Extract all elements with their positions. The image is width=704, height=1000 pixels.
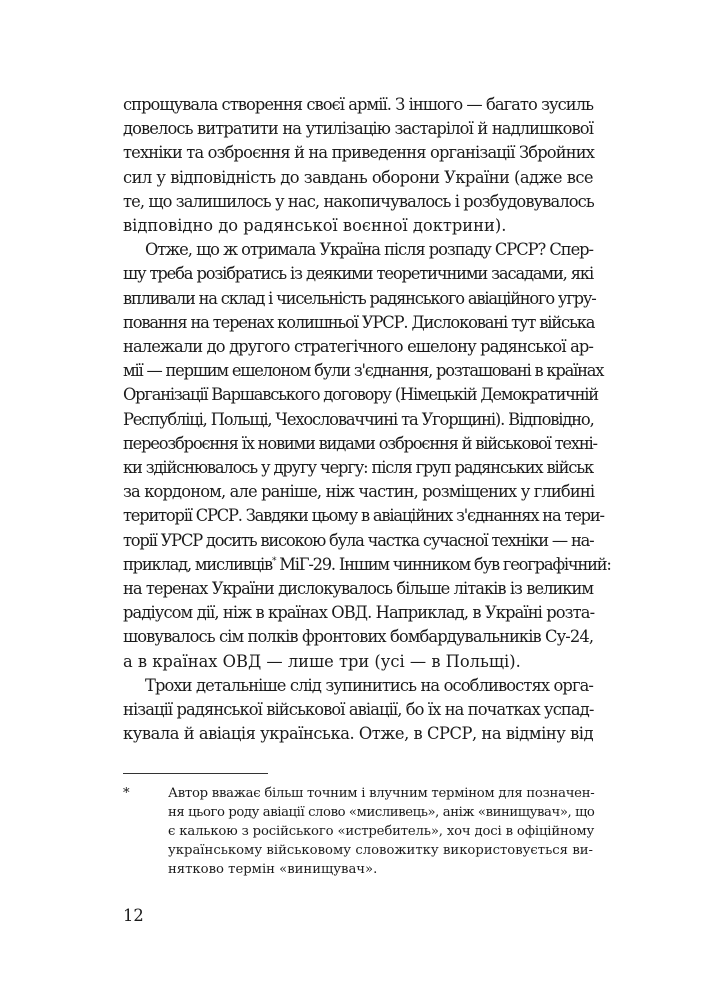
text-line: належали до другого стратегічного ешелону радянської ар- [123, 337, 593, 357]
text-line: а в країнах ОВД — лише три (усі — в Польщі). [123, 651, 521, 671]
main-text [123, 93, 611, 746]
text-line: кувала й авіація українська. Отже, в СРСР, на відміну від [123, 724, 594, 744]
text-line: Отже, що ж отримала Україна після розпаду СРСР? Спер- [145, 240, 593, 260]
paragraph-2 [123, 238, 611, 674]
text-line: відповідно до радянської воєнної доктрини). [123, 216, 507, 236]
footnote-line: нятково термін «винищувач». [168, 862, 378, 877]
text-line-with-footnote [123, 553, 611, 577]
footnote [123, 784, 593, 879]
footnote-reference[interactable]: * [271, 556, 276, 567]
text-line: мії — першим ешелоном були з'єднання, розташовані в країнах [123, 361, 604, 381]
text-line: сил у відповідність до завдань оборони України (адже все [123, 167, 593, 187]
footnote-divider [123, 773, 268, 774]
text-line: за кордоном, але раніше, ніж частин, розміщених у глибині [123, 482, 595, 502]
text-line: те, що залишилось у нас, накопичувалось і розбудовувалось [123, 191, 594, 211]
text-line: шовувалось сім полків фронтових бомбардувальників Су-24, [123, 627, 594, 647]
text-fragment: приклад, мисливців [123, 554, 272, 574]
text-line: впливали на склад і чисельність радянського авіаційного угру- [123, 288, 596, 308]
text-line: спрощувала створення своєї армії. З іншого — багато зусиль [123, 95, 594, 114]
paragraph-3 [123, 674, 593, 747]
footnote-line: є калькою з російського «истребитель», хоч досі в офіційному [168, 824, 595, 839]
text-line: переозброєння їх новими видами озброєння й військової техні- [123, 433, 597, 453]
text-line: Республіці, Польщі, Чехословаччині та Угорщині). Відповідно, [123, 409, 594, 429]
text-line: шу треба розібратись із деякими теоретичними засадами, які [123, 264, 593, 284]
text-line: техніки та озброєння й на приведення організації Збройних [123, 143, 595, 163]
text-line: торії УРСР досить високою була частка сучасної техніки — на- [123, 530, 594, 550]
paragraph-1 [123, 93, 593, 238]
text-line: на теренах України дислокувалось більше літаків із великим [123, 579, 593, 599]
text-line: довелось витратити на утилізацію застарілої й надлишкової [123, 119, 593, 139]
text-line: нізації радянської військової авіації, бо їх на початках успад- [123, 700, 594, 720]
footnote-line: українському військовому словожитку використовується ви- [168, 843, 593, 858]
footnote-line: Автор вважає більш точним і влучним терміном для позначен- [168, 786, 595, 801]
text-line: радіусом дії, ніж в країнах ОВД. Наприклад, в Україні розта- [123, 603, 595, 623]
text-line: ки здійснювалось у другу чергу: після груп радянських військ [123, 458, 593, 478]
text-fragment: МіГ-29. Іншим чинником був географічний: [275, 554, 611, 574]
text-line: Трохи детальніше слід зупинитись на особливостях орга- [145, 675, 593, 695]
footnote-line: ня цього роду авіації слово «мисливець», аніж «винищувач», що [168, 805, 595, 820]
footnote-text [168, 784, 593, 879]
text-line: Організації Варшавського договору (Німецькій Демократичній [123, 385, 598, 405]
footnote-marker: * [123, 786, 130, 801]
text-line: території СРСР. Завдяки цьому в авіаційних з'єднаннях на тери- [123, 506, 604, 526]
text-line: повання на теренах колишньої УРСР. Дислоковані тут війська [123, 312, 595, 332]
page-number: 12 [123, 906, 144, 925]
